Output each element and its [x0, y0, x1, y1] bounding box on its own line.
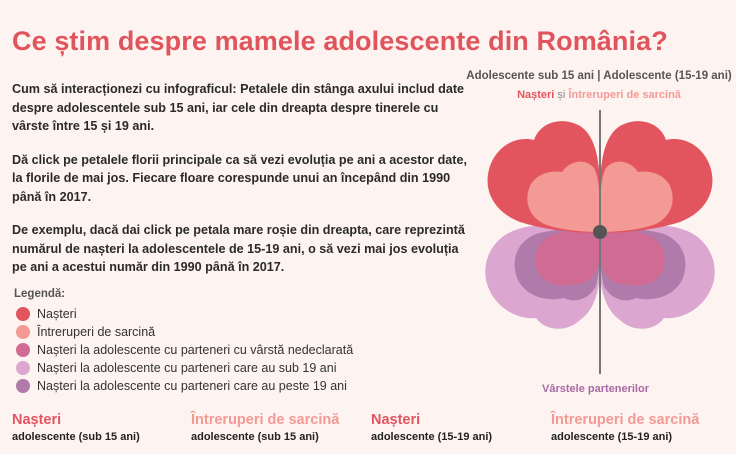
section-title: Întreruperi de sarcină: [191, 412, 340, 428]
legend-label: Nașteri la adolescente cu parteneri cu vârstă nedeclarată: [37, 343, 354, 357]
legend-item-births: [16, 305, 353, 323]
section-title: Nașteri: [12, 412, 62, 428]
flower-sub-abortions: Întreruperi de sarcină: [568, 89, 681, 101]
legend-label: Nașteri la adolescente cu parteneri care au sub 19 ani: [37, 361, 337, 375]
legend-dot-births: [16, 307, 30, 321]
flower-subheader: [466, 89, 732, 101]
legend-dot-abortions: [16, 325, 30, 339]
legend-item-abortions: [16, 323, 353, 341]
legend-item-partner-undeclared: [16, 341, 353, 359]
instructions-text: [12, 80, 474, 292]
section-title: Nașteri: [371, 412, 421, 428]
legend-dot-partner-over19: [16, 379, 30, 393]
section-subtitle: adolescente (sub 15 ani): [12, 431, 140, 443]
legend-label: Întreruperi de sarcină: [37, 325, 156, 339]
partners-age-label: Vârstele partenerilor: [542, 383, 649, 395]
section-abortions-15-19[interactable]: [551, 412, 699, 443]
flower-header: Adolescente sub 15 ani | Adolescente (15-19 ani): [466, 70, 732, 82]
page-title: Ce știm despre mamele adolescente din România?: [12, 26, 668, 56]
flower-chart: [470, 106, 730, 378]
legend-label: Nașteri la adolescente cu parteneri care au peste 19 ani: [37, 379, 347, 393]
section-subtitle: adolescente (15-19 ani): [551, 431, 673, 443]
flower-center: [593, 225, 607, 239]
section-title: Întreruperi de sarcină: [551, 412, 700, 428]
instructions-paragraph-2: Dă click pe petalele florii principale ca să vezi evoluția pe ani a acestor date, la florile de mai jos. Fiecare floare corespunde unui an începând din 1990 până în 2017.: [12, 152, 467, 204]
legend-title: Legendă:: [14, 288, 66, 300]
section-subtitle: adolescente (sub 15 ani): [191, 431, 319, 443]
instructions-paragraph-3: De exemplu, dacă dai click pe petala mare roșie din dreapta, care reprezintă numărul de nașteri la adolescentele de 15-19 ani, o să vezi mai jos evoluția pe ani a acestui număr din 1990 până în 2017.: [12, 223, 465, 274]
legend: [14, 288, 353, 395]
legend-item-partner-under19: [16, 359, 353, 377]
legend-item-partner-over19: [16, 377, 353, 395]
section-abortions-under15[interactable]: [191, 412, 339, 443]
legend-dot-partner-under19: [16, 361, 30, 375]
legend-dot-partner-undeclared: [16, 343, 30, 357]
section-births-15-19[interactable]: [371, 412, 492, 443]
flower-sub-separator: și: [557, 89, 566, 101]
legend-label: Nașteri: [37, 307, 77, 321]
instructions-paragraph-1: Cum să interacționezi cu infograficul: Petalele din stânga axului includ date despre adolescentele sub 15 ani, iar cele din dreapta despre tinerele cu vârste între 15 și 19 ani.: [12, 82, 465, 133]
flower-sub-births: Nașteri: [517, 89, 555, 101]
section-births-under15[interactable]: [12, 412, 140, 443]
section-subtitle: adolescente (15-19 ani): [371, 431, 493, 443]
